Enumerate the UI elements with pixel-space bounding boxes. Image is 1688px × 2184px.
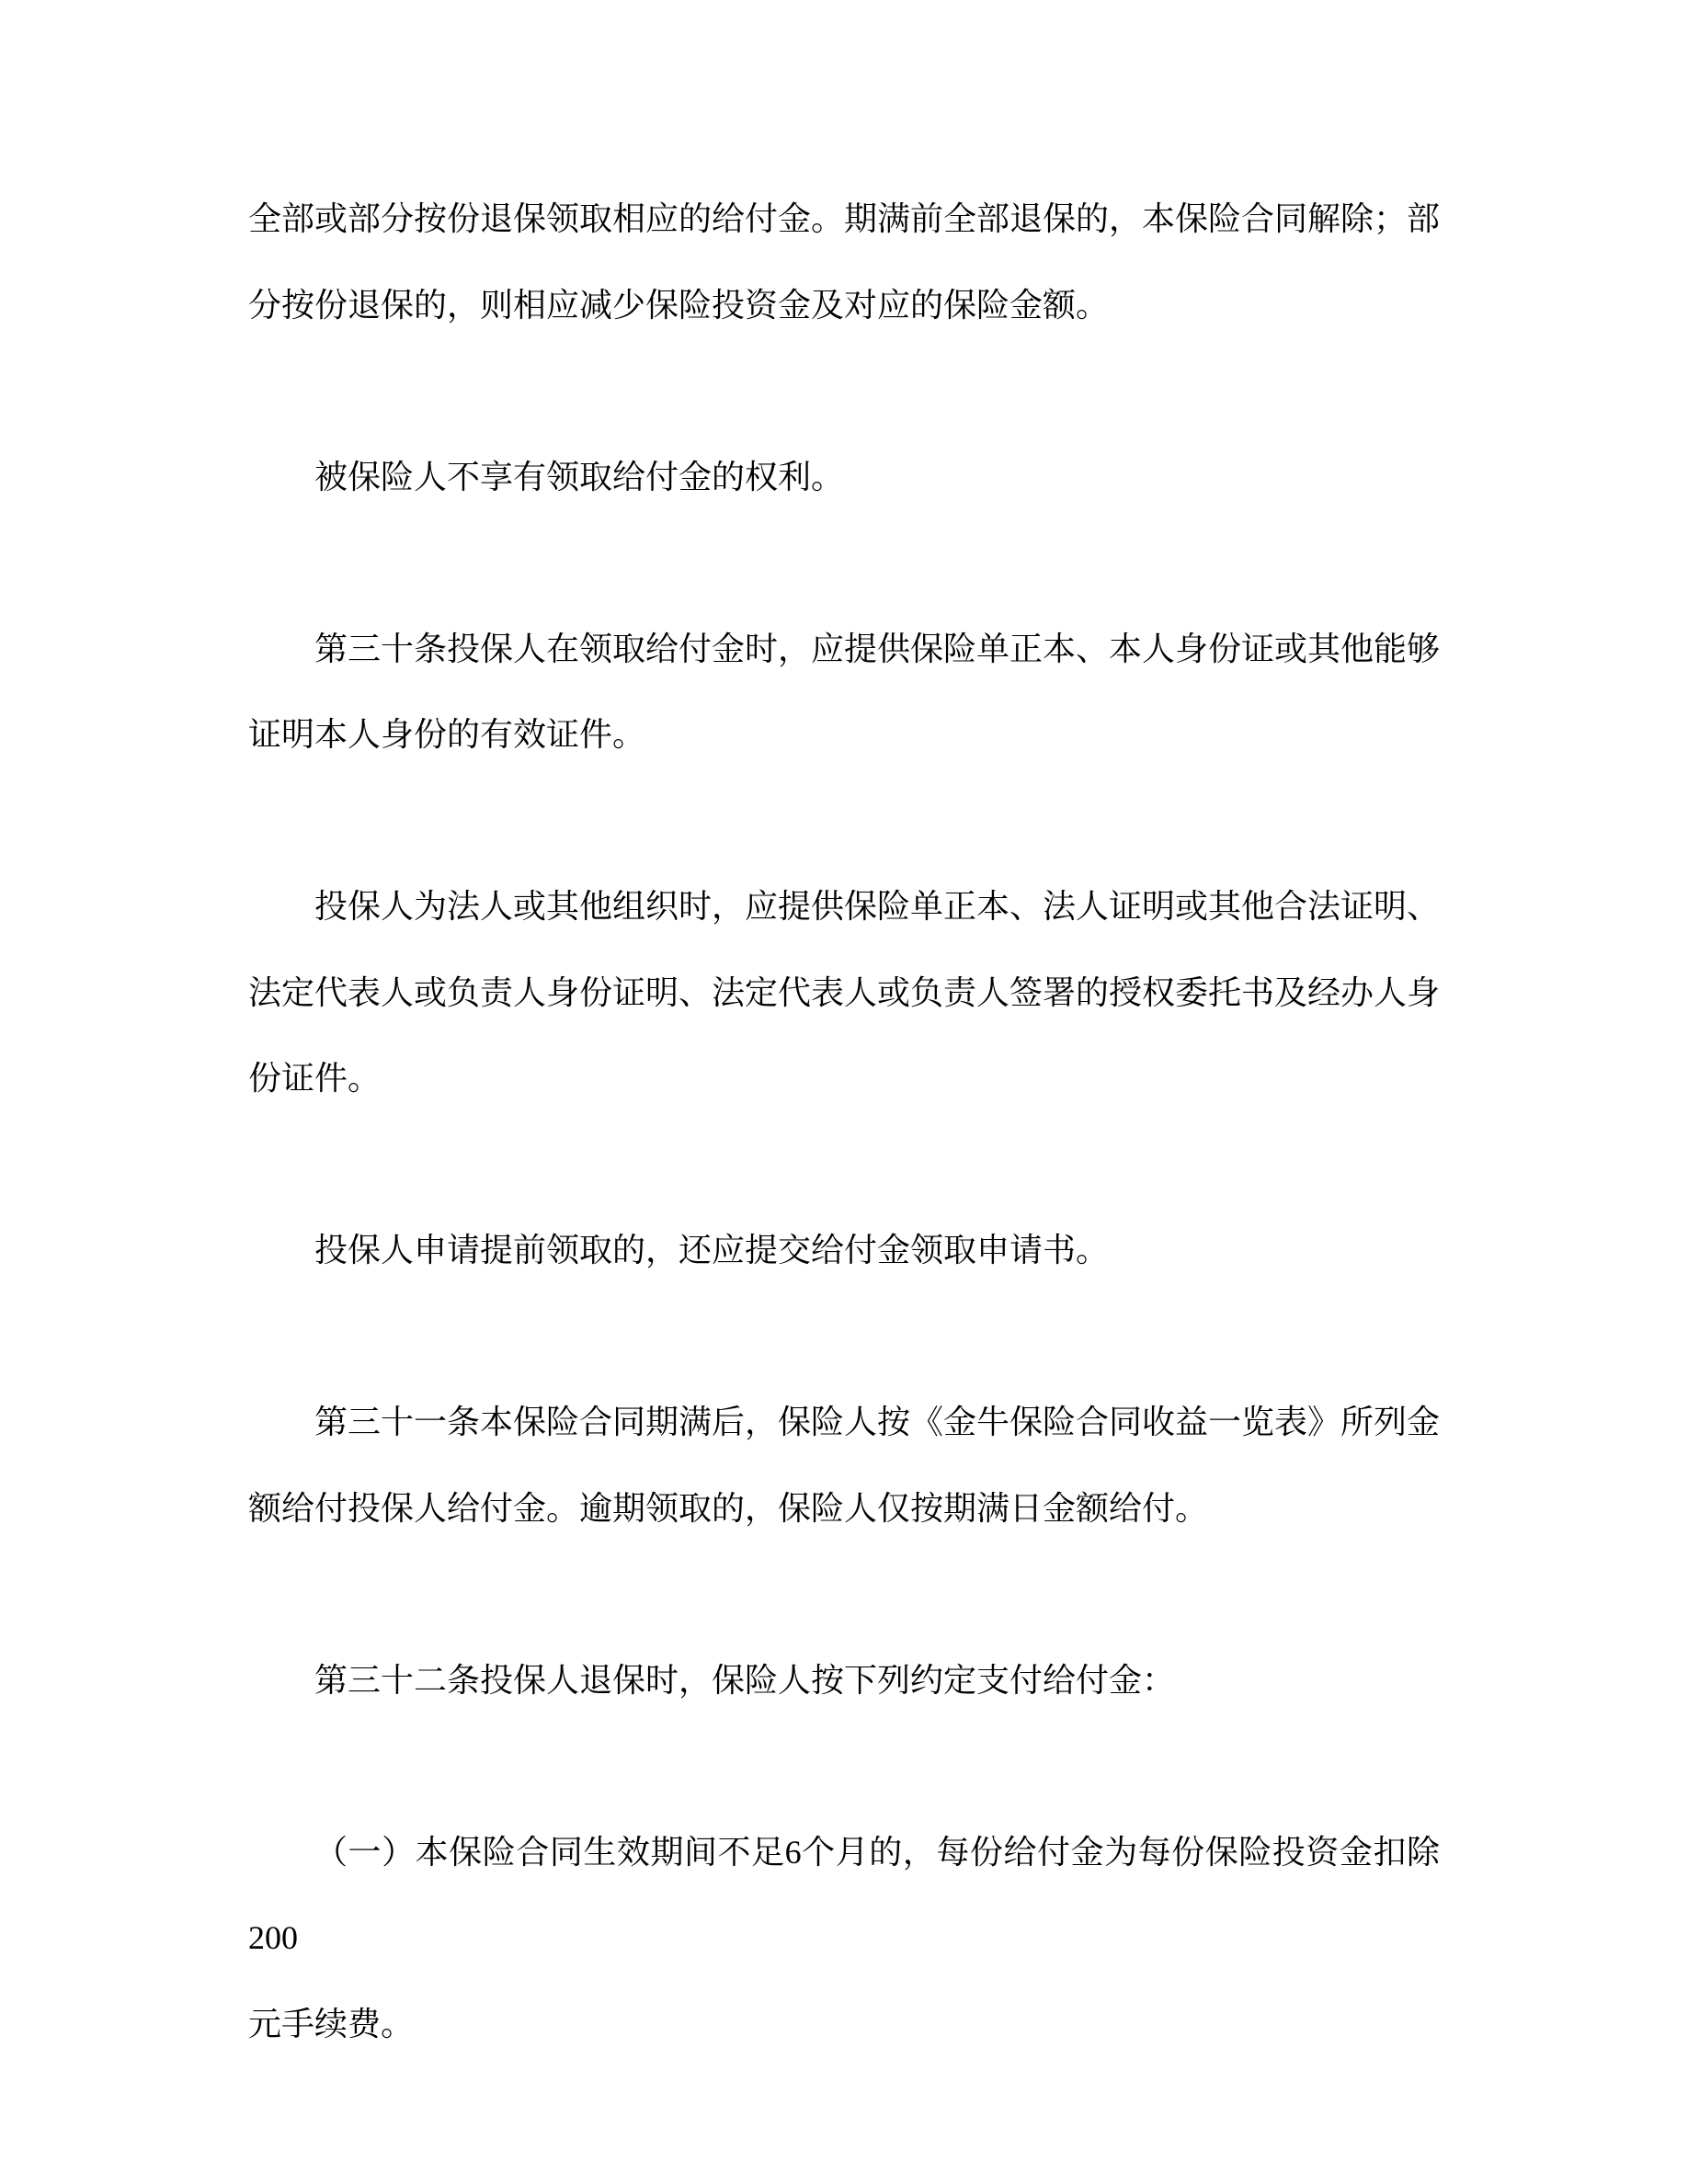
paragraph <box>248 1208 1440 1294</box>
paragraph <box>248 864 1440 1122</box>
text-line: 被保险人不享有领取给付金的权利。 <box>314 458 845 495</box>
paragraph <box>248 176 1440 348</box>
text-line: 份证件。 <box>248 1060 382 1097</box>
text-line: 第三十条投保人在领取给付金时，应提供保险单正本、本人身份证或其他能够 <box>314 630 1441 667</box>
text-line: 元手续费。 <box>248 2005 415 2042</box>
text-line: 额给付投保人给付金。逾期领取的，保险人仅按期满日金额给付。 <box>248 1489 1209 1527</box>
text-line: 第三十二条投保人退保时，保险人按下列约定支付给付金： <box>314 1661 1176 1699</box>
text-line: 证明本人身份的有效证件。 <box>248 716 646 753</box>
text-line: （一）本保险合同生效期间不足6个月的，每份给付金为每份保险投资金扣除200 <box>248 1833 1440 1956</box>
text-line: 第三十一条本保险合同期满后，保险人按《金牛保险合同收益一览表》所列金 <box>314 1404 1441 1440</box>
text-line: 全部或部分按份退保领取相应的给付金。期满前全部退保的，本保险合同解除；部 <box>248 200 1441 237</box>
text-line: 投保人为法人或其他组织时，应提供保险单正本、法人证明或其他合法证明、 <box>314 888 1441 925</box>
paragraph <box>248 435 1440 521</box>
paragraph <box>248 1638 1440 1724</box>
text-line: 分按份退保的，则相应减少保险投资金及对应的保险金额。 <box>248 286 1110 324</box>
text-line: 投保人申请提前领取的，还应提交给付金领取申请书。 <box>314 1232 1110 1268</box>
paragraph <box>248 1380 1440 1552</box>
text-line: 法定代表人或负责人身份证明、法定代表人或负责人签署的授权委托书及经办人身 <box>248 973 1441 1011</box>
paragraph <box>248 1810 1440 2068</box>
paragraph <box>248 607 1440 779</box>
document-body <box>248 176 1440 2154</box>
